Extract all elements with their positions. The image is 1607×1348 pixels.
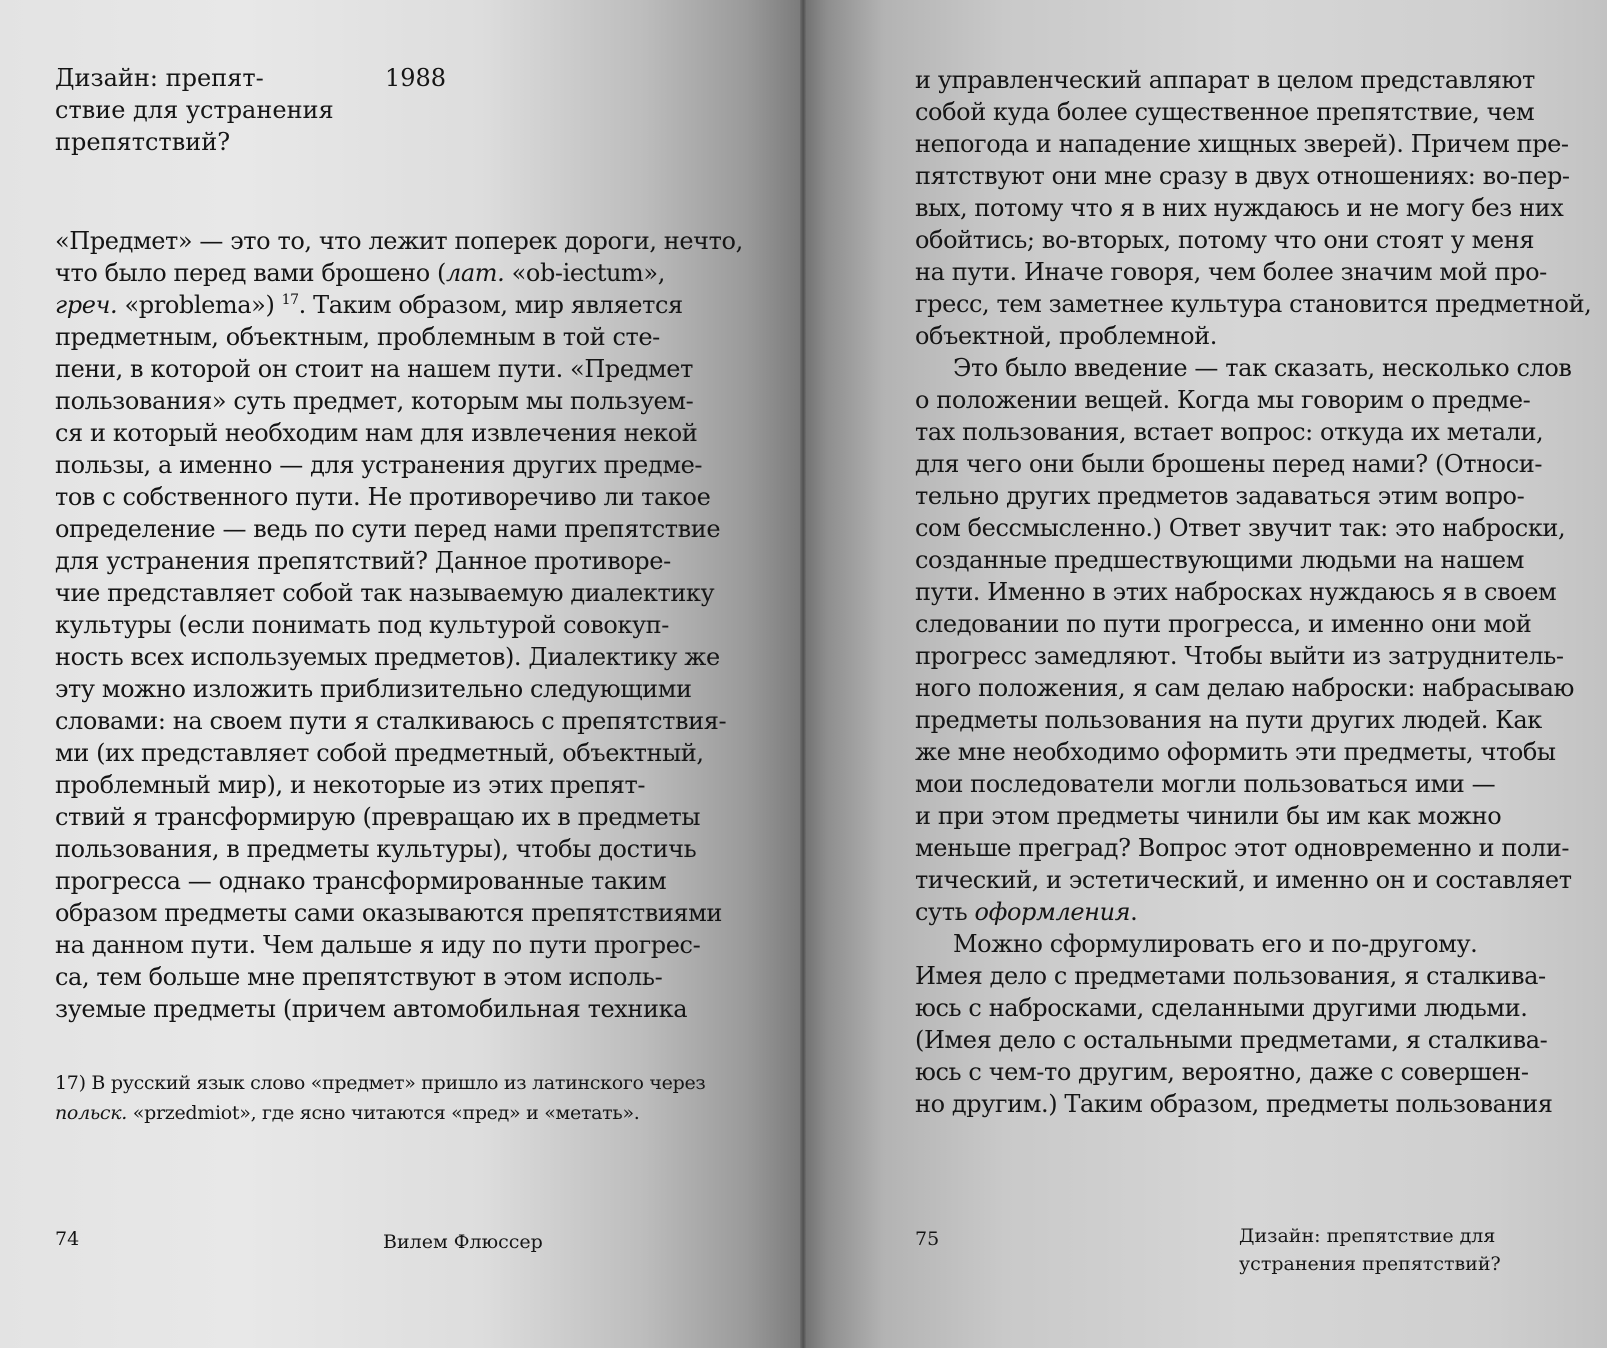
text-line: непогода и нападение хищных зверей). Причем пре- bbox=[915, 130, 1569, 158]
text-line: са, тем больше мне препятствуют в этом исполь- bbox=[55, 963, 663, 991]
text-line: суть оформления. bbox=[915, 898, 1138, 926]
text-line: пути. Именно в этих набросках нуждаюсь я в своем bbox=[915, 578, 1557, 606]
text-line: ного положения, я сам делаю наброски: набрасываю bbox=[915, 674, 1574, 702]
text-line: юсь с чем-то другим, вероятно, даже с совершен- bbox=[915, 1058, 1529, 1086]
text-line: ми (их представляет собой предметный, объектный, bbox=[55, 739, 704, 767]
text-line: культуры (если понимать под культурой совокуп- bbox=[55, 611, 669, 639]
text-line: сом бессмысленно.) Ответ звучит так: это наброски, bbox=[915, 514, 1566, 542]
text-line: и управленческий аппарат в целом представляют bbox=[915, 66, 1535, 94]
book-gutter bbox=[800, 0, 806, 1348]
right-page bbox=[803, 0, 1607, 1348]
running-head-title: Дизайн: препятствие для устранения препятствий? bbox=[1239, 1225, 1501, 1275]
text-line: обойтись; во-вторых, потому что они стоят у меня bbox=[915, 226, 1535, 254]
text-line: ся и который необходим нам для извлечения некой bbox=[55, 419, 698, 447]
text-line: предметным, объектным, проблемным в той сте- bbox=[55, 323, 660, 351]
text-line: пользования, в предметы культуры), чтобы достичь bbox=[55, 835, 697, 863]
footnote-ref: 17 bbox=[281, 292, 299, 308]
text-line: ность всех используемых предметов). Диалектику же bbox=[55, 643, 720, 671]
text-line: что было перед вами брошено (лат. «ob-iectum», bbox=[55, 259, 665, 287]
text-line: меньше преград? Вопрос этот одновременно и поли- bbox=[915, 834, 1570, 862]
text-line: прогресс замедляют. Чтобы выйти из затруднитель- bbox=[915, 642, 1564, 670]
right-body-text bbox=[915, 64, 1592, 1120]
chapter-year: 1988 bbox=[385, 64, 447, 92]
text-line: юсь с набросками, сделанными другими людьми. bbox=[915, 994, 1528, 1022]
text-line: пользы, а именно — для устранения других предме- bbox=[55, 451, 703, 479]
text-line: ствий я трансформирую (превращаю их в предметы bbox=[55, 803, 701, 831]
text-line: тический, и эстетический, и именно он и составляет bbox=[915, 866, 1572, 894]
text-line: образом предметы сами оказываются препятствиями bbox=[55, 899, 723, 927]
text-line: пятствуют они мне сразу в двух отношениях: во-пер- bbox=[915, 162, 1570, 190]
text-line: определение — ведь по сути перед нами препятствие bbox=[55, 515, 721, 543]
text-line: тельно других предметов задаваться этим вопро- bbox=[915, 482, 1525, 510]
chapter-title-line: ствие для устранения bbox=[55, 96, 334, 124]
text-line: Можно сформулировать его и по-другому. bbox=[953, 930, 1478, 958]
chapter-title bbox=[55, 62, 335, 158]
text-line: предметы пользования на пути других людей. Как bbox=[915, 706, 1542, 734]
text-line: о положении вещей. Когда мы говорим о предме- bbox=[915, 386, 1531, 414]
page-number: 75 bbox=[915, 1228, 940, 1250]
text-line: греч. «problema») $^{17}$. Таким образом, мир является bbox=[55, 291, 683, 319]
text-line: «Предмет» — это то, что лежит поперек дороги, нечто, bbox=[55, 227, 743, 255]
text-line: проблемный мир), и некоторые из этих препят- bbox=[55, 771, 646, 799]
text-line: гресс, тем заметнее культура становится предметной, bbox=[915, 290, 1592, 318]
page-number: 74 bbox=[55, 1228, 80, 1250]
chapter-title-line: Дизайн: препят- bbox=[55, 64, 264, 92]
text-line: пользования» суть предмет, которым мы пользуем- bbox=[55, 387, 694, 415]
text-line: на данном пути. Чем дальше я иду по пути прогрес- bbox=[55, 931, 701, 959]
text-line: и при этом предметы чинили бы им как можно bbox=[915, 802, 1502, 830]
footnote-line: 17) В русский язык слово «предмет» пришло из латинского через bbox=[55, 1072, 706, 1094]
running-head-author: Вилем Флюссер bbox=[383, 1231, 543, 1253]
text-line: вых, потому что я в них нуждаюсь и не могу без них bbox=[915, 194, 1564, 222]
text-line: созданные предшествующими людьми на нашем bbox=[915, 546, 1524, 574]
text-line: для чего они были брошены перед нами? (Относи- bbox=[915, 450, 1543, 478]
text-line: (Имея дело с остальными предметами, я сталкива- bbox=[915, 1026, 1548, 1054]
text-line: чие представляет собой так называемую диалектику bbox=[55, 579, 715, 607]
text-line: зуемые предметы (причем автомобильная техника bbox=[55, 995, 688, 1023]
footnote bbox=[55, 1068, 705, 1128]
text-line: пени, в которой он стоит на нашем пути. «Предмет bbox=[55, 355, 693, 383]
text-line: следовании по пути прогресса, и именно они мой bbox=[915, 610, 1532, 638]
chapter-title-line: препятствий? bbox=[55, 128, 231, 156]
text-line: тов с собственного пути. Не противоречиво ли такое bbox=[55, 483, 711, 511]
text-line: собой куда более существенное препятствие, чем bbox=[915, 98, 1535, 126]
text-line: но другим.) Таким образом, предметы пользования bbox=[915, 1090, 1553, 1118]
text-line: для устранения препятствий? Данное противоре- bbox=[55, 547, 671, 575]
text-line: тах пользования, встает вопрос: откуда их метали, bbox=[915, 418, 1544, 446]
text-line: Имея дело с предметами пользования, я сталкива- bbox=[915, 962, 1546, 990]
left-body-text bbox=[55, 225, 743, 1025]
footnote-line: польск. «przedmiot», где ясно читаются «пред» и «метать». bbox=[55, 1102, 640, 1124]
text-line: Это было введение — так сказать, несколько слов bbox=[953, 354, 1572, 382]
left-page bbox=[0, 0, 803, 1348]
text-line: на пути. Иначе говоря, чем более значим мой про- bbox=[915, 258, 1547, 286]
text-line: эту можно изложить приблизительно следующими bbox=[55, 675, 692, 703]
text-line: прогресса — однако трансформированные таким bbox=[55, 867, 667, 895]
text-line: же мне необходимо оформить эти предметы, чтобы bbox=[915, 738, 1556, 766]
text-line: мои последователи могли пользоваться ими — bbox=[915, 770, 1496, 798]
text-line: словами: на своем пути я сталкиваюсь с препятствия- bbox=[55, 707, 727, 735]
text-line: объектной, проблемной. bbox=[915, 322, 1217, 350]
